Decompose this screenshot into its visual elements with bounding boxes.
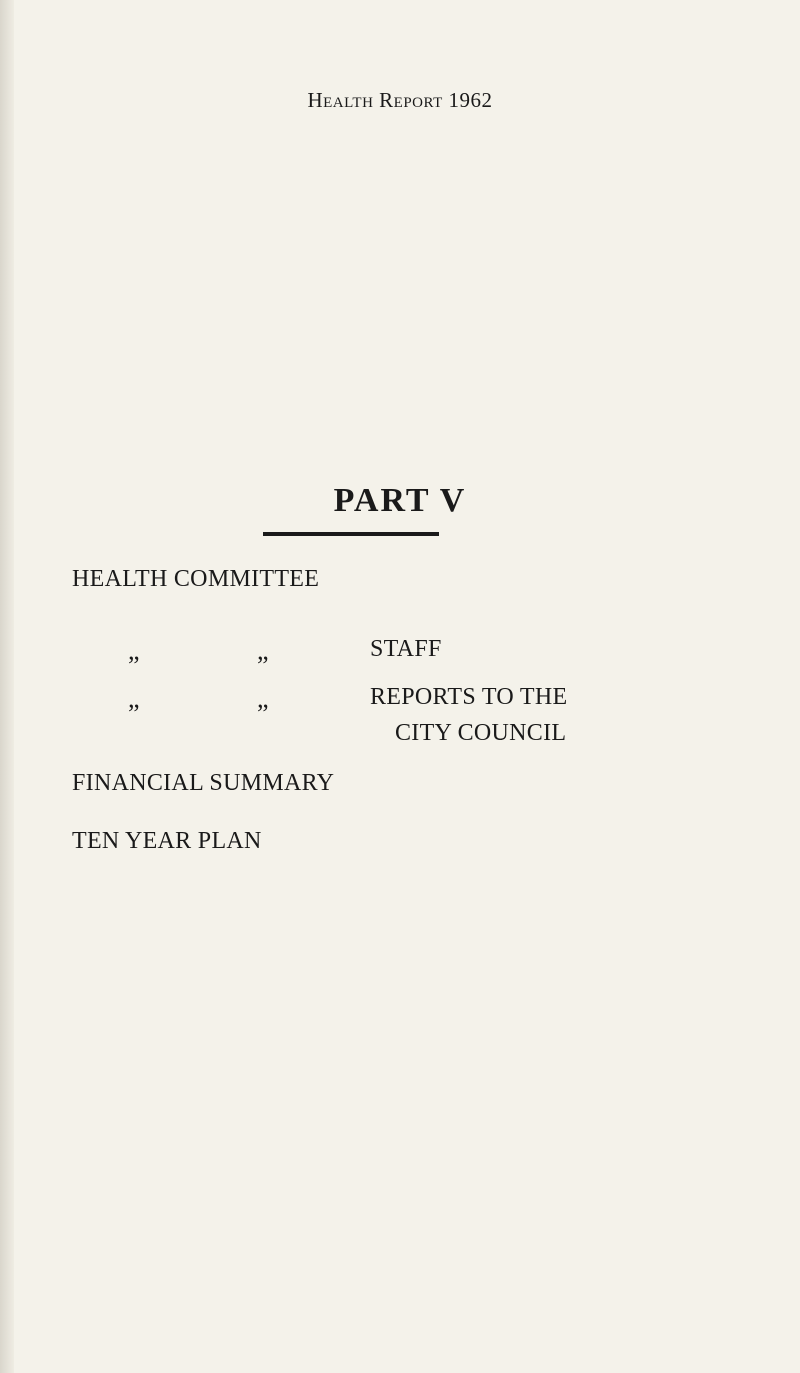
ditto-mark: „ xyxy=(128,684,140,713)
contents-ten-year-plan: TEN YEAR PLAN xyxy=(72,828,262,854)
part-title: PART V xyxy=(333,482,467,519)
ditto-mark: „ xyxy=(257,636,269,665)
ditto-mark: „ xyxy=(128,636,140,665)
part-title-underline xyxy=(263,532,439,536)
contents-reports-line1: REPORTS TO THE xyxy=(370,684,568,710)
contents-health-committee: HEALTH COMMITTEE xyxy=(72,566,320,592)
ditto-mark: „ xyxy=(257,684,269,713)
contents-staff: STAFF xyxy=(370,636,442,662)
contents-reports-line2: CITY COUNCIL xyxy=(395,720,567,746)
page-binding-edge xyxy=(0,0,14,1373)
contents-financial-summary: FINANCIAL SUMMARY xyxy=(72,770,335,796)
running-header: Health Report 1962 xyxy=(307,88,493,112)
